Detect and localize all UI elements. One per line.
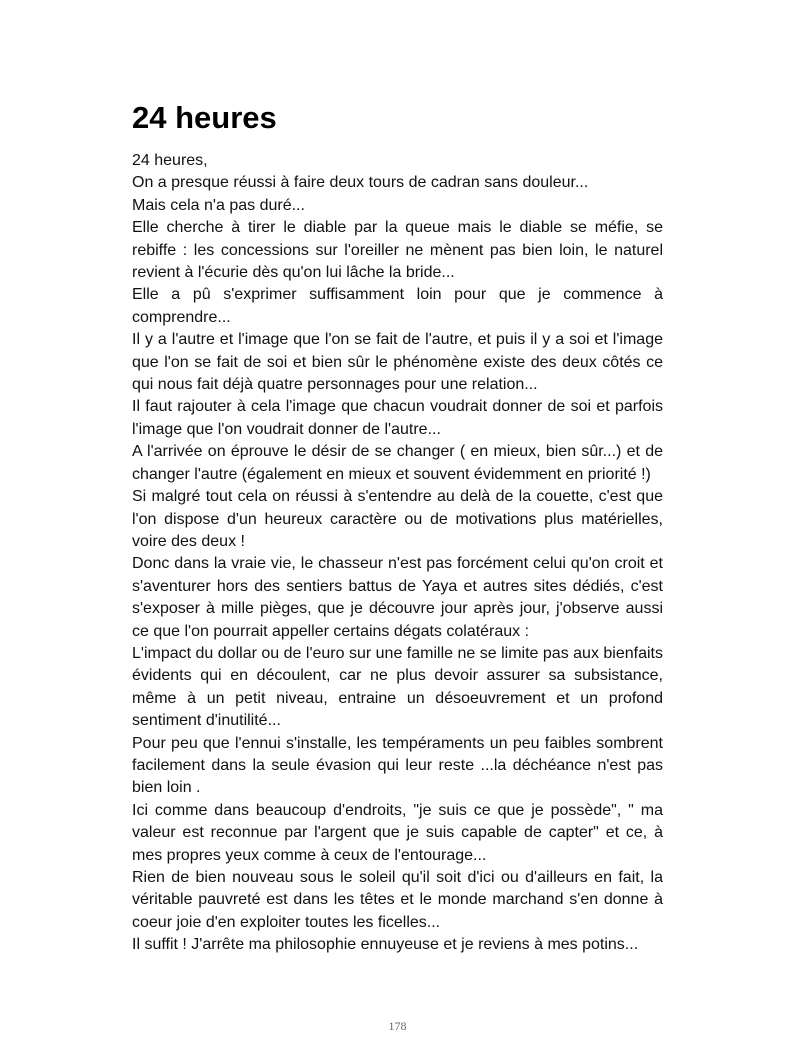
paragraph: Pour peu que l'ennui s'installe, les tempéraments un peu faibles sombrent facilement dans la seule évasion qui leur reste ...la déchéance n'est pas bien loin . xyxy=(132,734,663,797)
paragraph: Mais cela n'a pas duré... xyxy=(132,196,305,214)
paragraph: On a presque réussi à faire deux tours de cadran sans douleur... xyxy=(132,174,589,192)
paragraph: Si malgré tout cela on réussi à s'entendre au delà de la couette, c'est que l'on dispose d'un heureux caractère ou de motivations plus matérielles, voire des deux ! xyxy=(132,488,663,550)
body-text xyxy=(132,150,663,957)
paragraph: Il y a l'autre et l'image que l'on se fait de l'autre, et puis il y a soi et l'image que l'on se fait de soi et bien sûr le phénomène existe des deux côtés ce qui nous fait déjà quatre personnages pour une relation... xyxy=(132,331,663,394)
paragraph: Il suffit ! J'arrête ma philosophie ennuyeuse et je reviens à mes potins... xyxy=(132,936,639,954)
paragraph: Ici comme dans beaucoup d'endroits, "je suis ce que je possède", " ma valeur est reconnue par l'argent que je suis capable de capter" et ce, à mes propres yeux comme à ceux de l'entourage... xyxy=(132,801,663,864)
paragraph: Elle cherche à tirer le diable par la queue mais le diable se méfie, se rebiffe : les concessions sur l'oreiller ne mènent pas bien loin, le naturel revient à l'écurie dès qu'on lui lâche la bride... xyxy=(132,219,663,282)
paragraph: L'impact du dollar ou de l'euro sur une famille ne se limite pas aux bienfaits évidents qui en découlent, car ne plus devoir assurer sa subsistance, même à un petit niveau, entraine un désoeuvrement et un profond sentiment d'inutilité... xyxy=(132,644,663,730)
paragraph: Donc dans la vraie vie, le chasseur n'est pas forcément celui qu'on croit et s'aventurer hors des sentiers battus de Yaya et autres sites dédiés, c'est s'exposer à mille pièges, que je découvre jour après jour, j'observe aussi ce que l'on pourrait appeller certains dégats colatéraux : xyxy=(132,555,663,640)
paragraph: 24 heures, xyxy=(132,152,208,169)
page-number: 178 xyxy=(388,1019,407,1033)
paragraph: Il faut rajouter à cela l'image que chacun voudrait donner de soi et parfois l'image que l'on voudrait donner de l'autre... xyxy=(132,398,663,438)
paragraph: Rien de bien nouveau sous le soleil qu'il soit d'ici ou d'ailleurs en fait, la véritable pauvreté est dans les têtes et le monde marchand s'en donne à coeur joie d'en exploiter toutes les ficelles... xyxy=(132,869,663,931)
paragraph: Elle a pû s'exprimer suffisamment loin pour que je commence à comprendre... xyxy=(132,286,663,326)
paragraph: A l'arrivée on éprouve le désir de se changer ( en mieux, bien sûr...) et de changer l'autre (également en mieux et souvent évidemment en priorité !) xyxy=(132,443,663,483)
page-title: 24 heures xyxy=(132,100,277,135)
